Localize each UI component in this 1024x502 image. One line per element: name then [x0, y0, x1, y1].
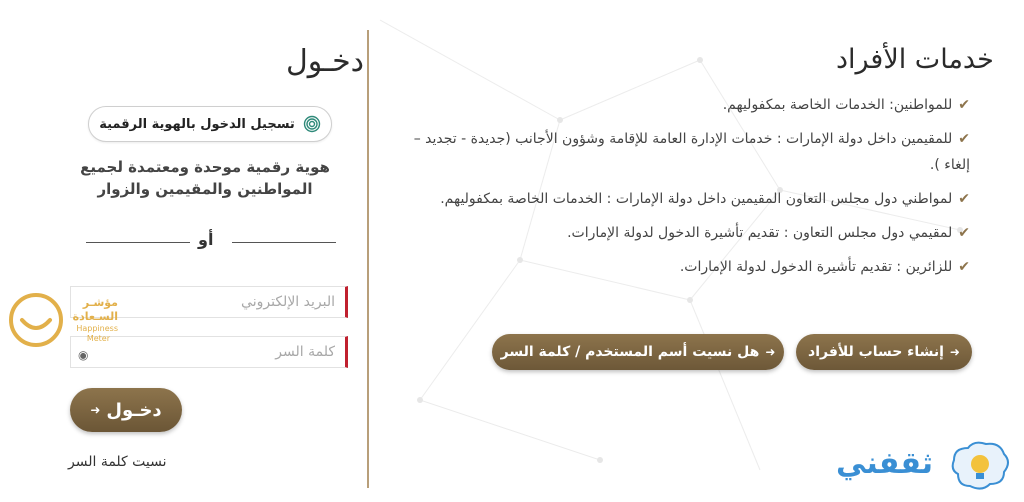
lightbulb-icon: [948, 440, 1012, 496]
sign-in-icon: ➜: [949, 345, 960, 359]
service-item: [410, 254, 970, 280]
service-item-text: للمقيمين داخل دولة الإمارات : خدمات الإدارة العامة للإقامة وشؤون الأجانب (جديدة - تجديد – إلغاء ).: [413, 131, 970, 173]
create-account-button[interactable]: [796, 334, 972, 370]
uaepass-description: [70, 156, 340, 200]
happiness-line-1: مؤشـر: [82, 296, 118, 309]
service-item: [410, 220, 970, 246]
or-label: أو: [198, 230, 214, 249]
services-list: [410, 92, 970, 288]
service-item: [410, 186, 970, 212]
check-icon: ✔: [958, 225, 970, 241]
create-account-label: إنشاء حساب للأفراد: [808, 344, 944, 360]
sign-in-icon: ➜: [90, 403, 101, 417]
happiness-line-2: السـعادة: [72, 310, 118, 323]
eye-icon[interactable]: ◉: [78, 348, 89, 362]
login-button[interactable]: [70, 388, 182, 432]
check-icon: ✔: [958, 97, 970, 113]
services-title: خدمات الأفراد: [836, 44, 994, 75]
login-title: دخـول: [286, 44, 364, 79]
service-item-text: لمواطني دول مجلس التعاون المقيمين داخل دولة الإمارات : الخدمات الخاصة بمكفوليهم.: [440, 191, 953, 207]
happiness-line-4: Meter: [86, 334, 110, 343]
service-item: [410, 92, 970, 118]
service-item-text: للمواطنين: الخدمات الخاصة بمكفوليهم.: [722, 97, 953, 113]
uaepass-button-label: تسجيل الدخول بالهوية الرقمية: [99, 116, 295, 132]
check-icon: ✔: [958, 131, 970, 147]
column-divider: [367, 30, 369, 488]
service-item-text: لمقيمي دول مجلس التعاون : تقديم تأشيرة الدخول لدولة الإمارات.: [567, 225, 953, 241]
uaepass-login-button[interactable]: [88, 106, 332, 142]
check-icon: ✔: [958, 191, 970, 207]
uaepass-desc-line-2: المواطنين والمقيمين والزوار: [97, 180, 313, 198]
forgot-username-label: هل نسيت أسم المستخدم / كلمة السر: [500, 344, 760, 360]
fingerprint-icon: [303, 115, 321, 133]
service-item: [410, 126, 970, 178]
service-item-text: للزائرين : تقديم تأشيرة الدخول لدولة الإمارات.: [679, 259, 953, 275]
sign-in-icon: ➜: [765, 345, 776, 359]
or-divider-right: [232, 242, 336, 243]
check-icon: ✔: [958, 259, 970, 275]
uaepass-desc-line-1: هوية رقمية موحدة ومعتمدة لجميع: [80, 158, 330, 176]
happiness-line-3: Happiness: [76, 324, 118, 333]
login-button-label: دخـول: [106, 399, 162, 421]
brand-watermark: [836, 440, 1016, 496]
forgot-password-link[interactable]: نسيت كلمة السر: [68, 454, 167, 470]
brand-name: ثقفني: [836, 446, 934, 481]
forgot-username-button[interactable]: [492, 334, 784, 370]
or-divider-left: [86, 242, 190, 243]
happiness-meter-logo[interactable]: [6, 290, 126, 350]
